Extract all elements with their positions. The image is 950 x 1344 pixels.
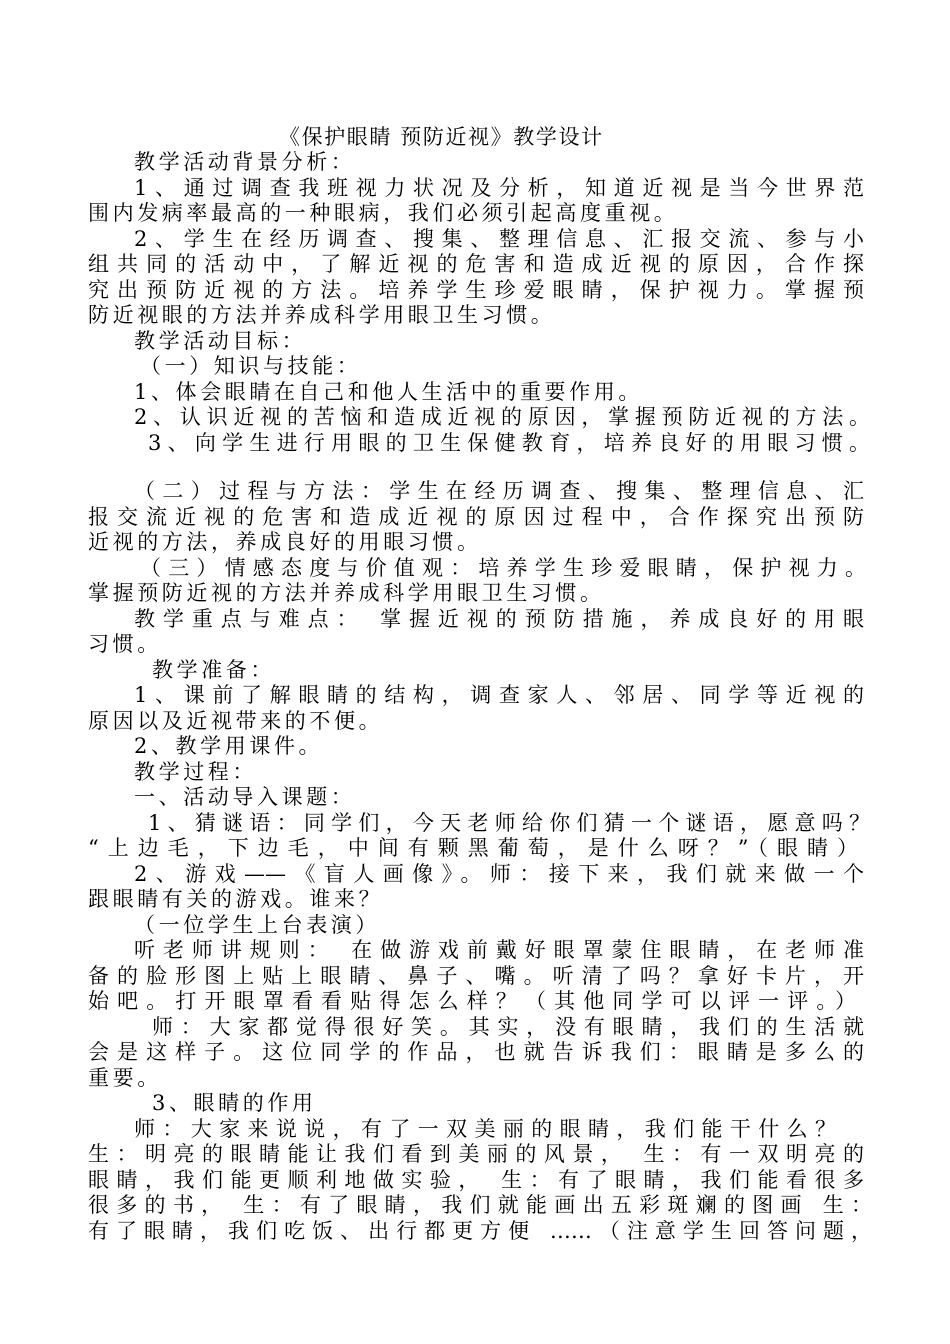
text-line: 跟眼睛有关的游戏。谁来？ [88, 887, 384, 911]
text-line: 始吧。打开眼罩看看贴得怎么样？（其他同学可以评一评。） [88, 989, 856, 1013]
text-line: 报交流近视的危害和造成近视的原因过程中，合作探究出预防 [88, 505, 864, 529]
text-line: 师：大家都觉得很好笑。其实，没有眼睛，我们的生活就 [152, 1015, 864, 1039]
text-line: 很多的书， 生：有了眼睛，我们就能画出五彩斑斓的图画 生： [88, 1193, 872, 1217]
text-line: 究出预防近视的方法。培养学生珍爱眼睛，保护视力。掌握预 [88, 278, 864, 302]
text-line: 原因以及近视带来的不便。 [88, 709, 384, 733]
text-line: 师：大家来说说，有了一双美丽的眼睛，我们能干什么？ [134, 1117, 836, 1141]
text-line: 3、眼睛的作用 [152, 1091, 317, 1115]
text-line: 1、猜谜语：同学们，今天老师给你们猜一个谜语，愿意吗？ [148, 811, 870, 835]
text-line: 围内发病率最高的一种眼病，我们必须引起高度重视。 [88, 201, 679, 225]
text-line: 教学活动目标： [134, 329, 307, 353]
text-line: （一）知识与技能： [140, 354, 362, 378]
text-line: 教学活动背景分析： [134, 150, 356, 174]
text-line: 1、通过调查我班视力状况及分析，知道近视是当今世界范 [134, 176, 864, 200]
text-line: 会是这样子。这位同学的作品，也就告诉我们：眼睛是多么的 [88, 1040, 864, 1064]
text-line: 备的脸形图上贴上眼睛、鼻子、嘴。听清了吗？拿好卡片，开 [88, 964, 864, 988]
text-line: 教学重点与难点： 掌握近视的预防措施，养成良好的用眼 [134, 607, 864, 631]
text-line: 掌握预防近视的方法并养成科学用眼卫生习惯。 [88, 581, 605, 605]
text-line: 1、体会眼睛在自己和他人生活中的重要作用。 [134, 380, 643, 404]
text-line: 教学过程： [134, 760, 257, 784]
text-line: 2、认识近视的苦恼和造成近视的原因，掌握预防近视的方法。 [134, 405, 870, 429]
text-line: 2、学生在经历调查、搜集、整理信息、汇报交流、参与小 [134, 227, 864, 251]
document-title: 《保护眼睛 预防近视》教学设计 [279, 125, 604, 149]
text-line: 教学准备： [152, 658, 275, 682]
text-line: 3、向学生进行用眼的卫生保健教育，培养良好的用眼习惯。 [148, 431, 870, 455]
text-line: 听老师讲规则： 在做游戏前戴好眼罩蒙住眼睛，在老师准 [134, 938, 864, 962]
text-line: 防近视眼的方法并养成科学用眼卫生习惯。 [88, 303, 556, 327]
text-line: （二）过程与方法：学生在经历调查、搜集、整理信息、汇 [134, 479, 864, 503]
text-line: “上边毛，下边毛，中间有颗黑葡萄，是什么呀？”（眼睛） [88, 836, 858, 860]
text-line: 2、教学用课件。 [134, 734, 324, 758]
text-line: 近视的方法，养成良好的用眼习惯。 [88, 530, 482, 554]
text-line: 习惯。 [88, 632, 162, 656]
text-line: 2、游戏——《盲人画像》。师：接下来，我们就来做一个 [134, 862, 864, 886]
text-line: 眼睛，我们能更顺利地做实验， 生：有了眼睛，我们能看很多 [88, 1168, 864, 1192]
text-line: 组共同的活动中，了解近视的危害和造成近视的原因，合作探 [88, 252, 864, 276]
text-line: （一位学生上台表演） [134, 913, 380, 937]
text-line: 重要。 [88, 1066, 162, 1090]
text-line: 一、活动导入课题： [134, 785, 356, 809]
text-line: 有了眼睛，我们吃饭、出行都更方便 ……（注意学生回答问题， [88, 1219, 872, 1243]
text-line: （三）情感态度与价值观：培养学生珍爱眼睛，保护视力。 [140, 556, 866, 580]
text-line: 1、课前了解眼睛的结构，调查家人、邻居、同学等近视的 [134, 683, 864, 707]
text-line: 生：明亮的眼睛能让我们看到美丽的风景， 生：有一双明亮的 [88, 1142, 864, 1166]
